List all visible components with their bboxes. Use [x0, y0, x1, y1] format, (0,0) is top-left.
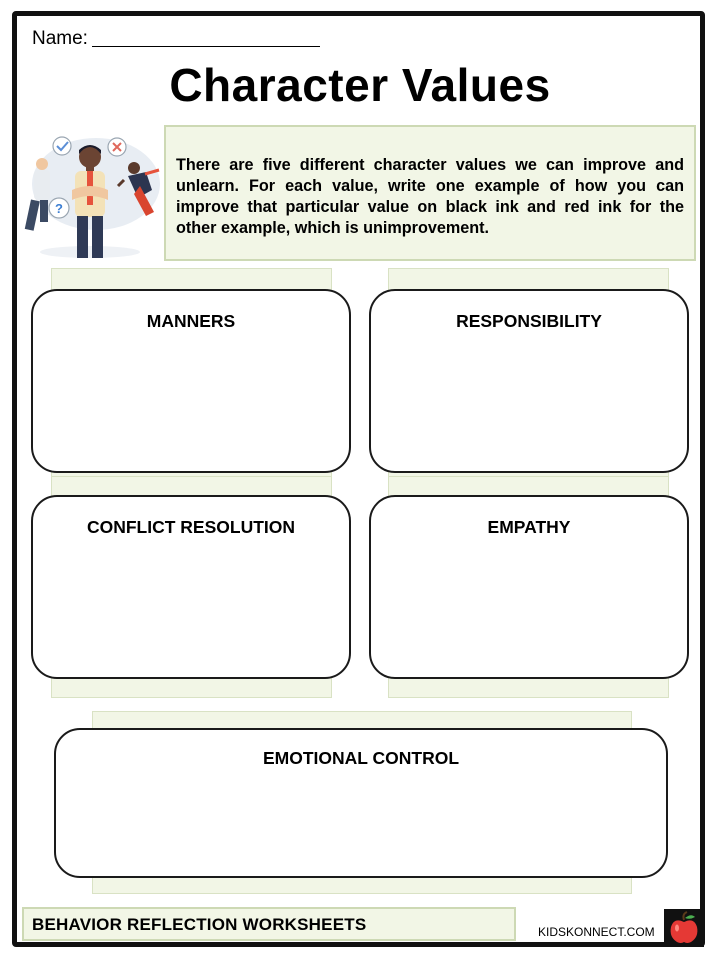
footer-title: BEHAVIOR REFLECTION WORKSHEETS: [32, 915, 367, 934]
check-icon: [53, 137, 71, 155]
empathy-title: EMPATHY: [487, 517, 571, 537]
responsibility-title: RESPONSIBILITY: [456, 311, 602, 331]
character-illustration: [20, 124, 162, 264]
intro-instructions: There are five different character values we can improve and unlearn. For each value, write one example of how you can improve that particular value on black ink and red ink for the other example, which is unimprovement.: [164, 125, 696, 261]
responsibility-box[interactable]: [369, 289, 689, 473]
close-icon: [108, 138, 126, 156]
conflict-resolution-box[interactable]: [31, 495, 351, 679]
logo-box: [664, 909, 704, 947]
emotional-control-box[interactable]: [54, 728, 668, 878]
svg-text:?: ?: [55, 201, 63, 216]
name-label: Name:: [32, 28, 88, 49]
brand-name: KIDSKONNECT.COM: [538, 925, 655, 939]
empathy-box[interactable]: [369, 495, 689, 679]
page-title: Character Values: [169, 59, 551, 111]
question-icon: [49, 198, 69, 218]
apple-icon: [664, 909, 704, 947]
manners-box[interactable]: [31, 289, 351, 473]
name-field-line[interactable]: [92, 46, 320, 47]
manners-title: MANNERS: [146, 311, 236, 331]
emotional-control-title: EMOTIONAL CONTROL: [262, 748, 460, 768]
conflict-resolution-title: CONFLICT RESOLUTION: [86, 517, 296, 537]
footer-bar: [22, 907, 516, 941]
